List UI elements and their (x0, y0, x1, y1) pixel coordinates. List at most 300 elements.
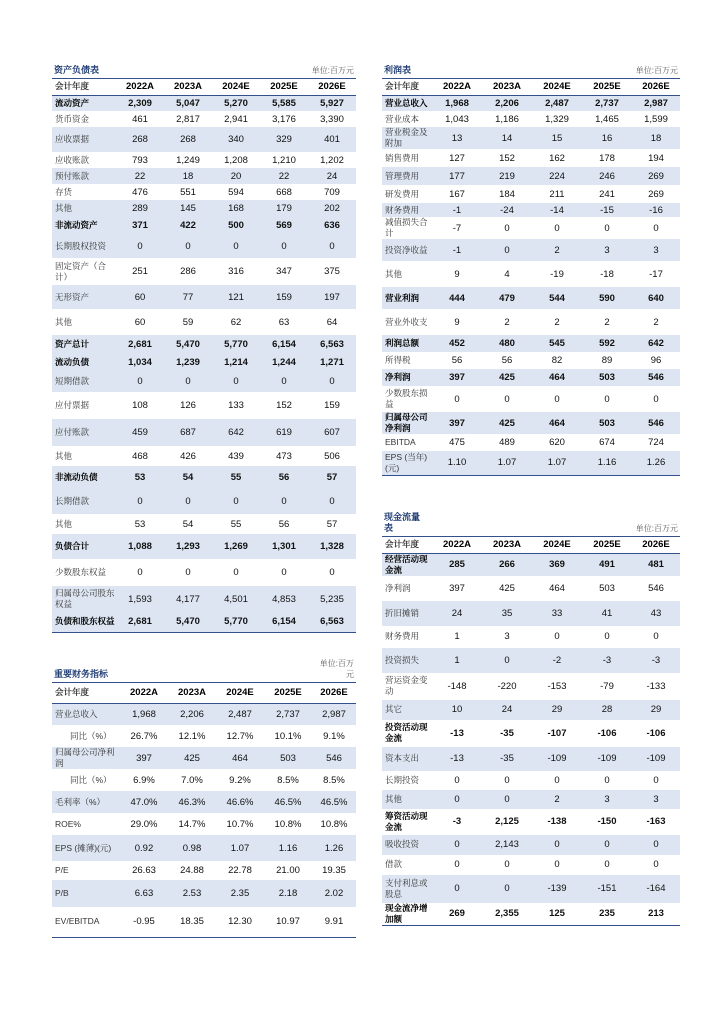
income-cell: 452 (432, 335, 482, 352)
cash-flow-table (382, 537, 680, 926)
cashflow-header-row (382, 537, 680, 553)
cashflow-cell: 0 (432, 875, 482, 903)
table-row (52, 371, 356, 392)
table-row (52, 168, 356, 184)
balance-sheet-panel (52, 62, 356, 633)
cashflow-row-label: 财务费用 (385, 631, 420, 641)
table-row (52, 747, 356, 769)
balance-cell: 0 (260, 489, 308, 514)
cashflow-cell: -35 (500, 727, 514, 739)
cashflow-row-label: 营运资金变动 (385, 675, 428, 696)
cashflow-row-label: 其它 (382, 700, 432, 720)
ratios-cell: 2.53 (168, 880, 216, 907)
balance-cell: 329 (260, 127, 308, 152)
ratios-cell: 26.63 (132, 865, 156, 876)
balance-cell: 0 (185, 567, 191, 578)
balance-cell: 569 (260, 216, 308, 234)
balance-row-label: 预付账款 (52, 168, 116, 184)
cashflow-cell: 2,125 (495, 816, 519, 827)
income-cell: 1,465 (595, 113, 619, 125)
table-row (382, 287, 680, 309)
cashflow-row-label: 资本支出 (382, 747, 432, 771)
cashflow-cell: -106 (597, 727, 617, 739)
cashflow-cell: -138 (547, 816, 567, 827)
cashflow-cell: 0 (482, 648, 532, 673)
cashflow-cell: -3 (582, 648, 632, 673)
cashflow-cell: 3 (582, 790, 632, 809)
ratios-cell: 6.9% (133, 774, 155, 786)
ratios-cell: 10.1% (274, 730, 302, 742)
balance-cell: 0 (308, 489, 356, 514)
income-cell: 1,968 (432, 95, 482, 111)
cashflow-cell: 464 (549, 582, 565, 594)
table-row (382, 149, 680, 167)
cashflow-cell: 0 (532, 835, 582, 855)
income-cell: 0 (653, 393, 659, 405)
ratios-header-year: 2026E (320, 687, 348, 699)
cashflow-cell: -150 (597, 816, 617, 827)
table-row (382, 747, 680, 771)
income-cell: 241 (599, 188, 615, 200)
income-cell: 13 (432, 127, 482, 149)
balance-cell: 0 (212, 371, 260, 392)
table-row (382, 903, 680, 926)
income-header-year: 2025E (593, 81, 621, 93)
income-cell: -1 (432, 239, 482, 261)
balance-cell: 22 (116, 168, 164, 184)
cashflow-header-year: 2022A (443, 539, 471, 551)
table-row (382, 434, 680, 451)
cashflow-cell: 481 (632, 553, 680, 576)
table-row (52, 127, 356, 152)
income-cell: 269 (648, 188, 664, 200)
cashflow-row-label: 投资活动现金流 (385, 722, 428, 743)
income-row-label: 归属母公司净利润 (382, 412, 432, 434)
table-row (382, 386, 680, 412)
balance-cell: 468 (132, 450, 148, 462)
balance-cell: 0 (212, 489, 260, 514)
balance-cell: 2,681 (116, 612, 164, 632)
ratios-cell: 46.5% (312, 791, 356, 813)
balance-cell: 3,176 (272, 113, 296, 125)
balance-cell: 53 (134, 518, 146, 530)
cashflow-cell: -151 (582, 875, 632, 903)
balance-cell: 439 (228, 450, 244, 462)
balance-cell: 476 (132, 186, 148, 198)
cashflow-cell: -153 (547, 680, 567, 692)
cashflow-row-label: 折旧摊销 (382, 601, 432, 626)
balance-cell: 1,269 (212, 534, 260, 559)
balance-cell: 1,088 (116, 534, 164, 559)
ratios-header-year: 2023A (178, 687, 206, 699)
balance-cell: 0 (233, 567, 239, 578)
income-cell: 0 (554, 393, 560, 405)
cashflow-cell: 0 (454, 859, 460, 870)
income-cell: -7 (452, 222, 462, 234)
ratios-cell: 46.6% (216, 791, 264, 813)
balance-cell: 62 (230, 316, 242, 328)
ratios-cell: 18.35 (180, 916, 204, 928)
income-header-row (382, 79, 680, 95)
ratios-cell: 2.18 (264, 880, 312, 907)
income-cell: 1.07 (482, 451, 532, 475)
income-cell: -18 (600, 268, 614, 280)
income-cell: 674 (599, 437, 615, 448)
balance-cell: 54 (182, 518, 194, 530)
balance-sheet-unit: 单位:百万元 (311, 66, 354, 75)
cashflow-cell: 0 (653, 774, 659, 786)
cashflow-cell: 1 (432, 648, 482, 673)
income-statement-title-bar (382, 62, 680, 79)
balance-header-year: 2026E (318, 81, 346, 93)
income-cell: 0 (504, 393, 510, 405)
cashflow-cell: 3 (504, 631, 510, 642)
income-header-year: 2026E (642, 81, 670, 93)
cashflow-cell: 10 (432, 700, 482, 720)
balance-cell: 500 (212, 216, 260, 234)
income-cell: -17 (649, 268, 663, 280)
income-row-label: 管理费用 (382, 167, 432, 185)
table-row (382, 875, 680, 903)
income-row-label: 所得税 (385, 355, 411, 365)
income-cell: 2 (554, 316, 560, 328)
balance-cell: 1,249 (176, 154, 200, 166)
income-row-label: 研发费用 (385, 188, 420, 199)
key-ratios-title-bar (52, 656, 356, 683)
cashflow-cell: 0 (432, 790, 482, 809)
balance-header-year: 2022A (126, 81, 154, 93)
cashflow-cell: 0 (482, 790, 532, 809)
ratios-cell: 0.98 (168, 835, 216, 861)
cash-flow-title-bar (382, 512, 680, 537)
balance-cell: 0 (116, 489, 164, 514)
ratios-cell: 1.07 (216, 835, 264, 861)
ratios-cell: 22.78 (228, 865, 252, 876)
cashflow-cell: 266 (482, 553, 532, 576)
cashflow-cell: 0 (604, 859, 610, 870)
cashflow-cell: 503 (599, 582, 615, 594)
income-cell: 2 (532, 239, 582, 261)
balance-cell: 126 (180, 400, 196, 411)
table-row (382, 700, 680, 720)
table-row (382, 352, 680, 369)
ratios-cell: -0.95 (133, 916, 155, 928)
balance-cell: 57 (326, 518, 338, 530)
ratios-cell: 464 (216, 747, 264, 769)
income-cell: 184 (499, 188, 515, 200)
balance-cell: 4,177 (164, 586, 212, 612)
income-cell: 2,206 (482, 95, 532, 111)
table-row (52, 285, 356, 309)
table-row (52, 559, 356, 586)
balance-cell: 636 (308, 216, 356, 234)
cashflow-cell: 2,143 (482, 835, 532, 855)
cashflow-cell: 0 (653, 859, 659, 870)
balance-cell: 159 (324, 400, 340, 411)
cashflow-cell: -148 (447, 680, 467, 692)
key-ratios-panel (52, 656, 356, 938)
income-row-label: 营业总收入 (382, 95, 432, 111)
ratios-header-year: 2025E (274, 687, 302, 699)
cashflow-cell: -109 (532, 747, 582, 771)
income-cell: 177 (432, 167, 482, 185)
cashflow-row-label: 净利润 (385, 582, 411, 593)
table-row (52, 446, 356, 466)
cashflow-row-label: 投资损失 (382, 648, 432, 673)
income-cell: 162 (549, 152, 565, 164)
cashflow-cell: 285 (432, 553, 482, 576)
balance-cell: 0 (308, 371, 356, 392)
ratios-row-label: EPS (摊薄)(元) (52, 835, 120, 861)
cashflow-cell: 2,355 (495, 908, 519, 920)
ratios-cell: 1.16 (264, 835, 312, 861)
balance-cell: 461 (132, 113, 148, 125)
table-row (52, 703, 356, 725)
ratios-cell: 8.5% (323, 774, 345, 786)
income-row-label: 利润总额 (382, 335, 432, 352)
cashflow-cell: 33 (532, 601, 582, 626)
ratios-cell: 24.88 (180, 865, 204, 876)
ratios-row-label: 归属母公司净利润 (52, 747, 120, 769)
cashflow-cell: 24 (432, 601, 482, 626)
ratios-cell: 0.92 (120, 835, 168, 861)
balance-cell: 1,208 (224, 154, 248, 166)
table-row (52, 769, 356, 791)
table-row (382, 261, 680, 287)
ratios-row-label: 毛利率（%） (52, 791, 120, 813)
balance-cell: 1,293 (164, 534, 212, 559)
ratios-header-row (52, 683, 356, 703)
balance-cell: 57 (308, 466, 356, 489)
income-cell: 444 (432, 287, 482, 309)
balance-row-label: 负债合计 (52, 534, 116, 559)
balance-cell: 0 (116, 234, 164, 258)
cashflow-cell: -109 (632, 747, 680, 771)
balance-cell: 251 (132, 266, 148, 277)
income-cell: 464 (532, 369, 582, 386)
ratios-row-label: EV/EBITDA (55, 916, 100, 927)
income-cell: 464 (532, 412, 582, 434)
table-row (382, 335, 680, 352)
ratios-cell: 19.35 (322, 865, 346, 876)
ratios-cell: 6.63 (120, 880, 168, 907)
income-cell: 1.26 (632, 451, 680, 475)
balance-cell: 5,235 (308, 586, 356, 612)
table-row (52, 216, 356, 234)
income-cell: 425 (482, 412, 532, 434)
ratios-cell: 503 (264, 747, 312, 769)
ratios-row-label: 同比（%） (70, 730, 112, 741)
income-cell: 1.10 (432, 451, 482, 475)
income-statement-unit: 单位:百万元 (635, 66, 678, 75)
balance-cell: 0 (281, 567, 287, 578)
income-row-label: 营业外收支 (385, 316, 428, 327)
balance-row-label: 存货 (55, 186, 73, 197)
ratios-cell: 7.0% (181, 774, 203, 786)
cashflow-cell: 0 (504, 859, 510, 870)
income-cell: 15 (532, 127, 582, 149)
income-cell: 546 (632, 412, 680, 434)
balance-cell: 642 (212, 419, 260, 446)
ratios-cell: 12.30 (228, 916, 252, 928)
balance-cell: 401 (308, 127, 356, 152)
balance-cell: 4,853 (260, 586, 308, 612)
balance-cell: 133 (228, 400, 244, 411)
table-row (382, 309, 680, 335)
cashflow-cell: -109 (582, 747, 632, 771)
income-row-label: 其他 (385, 268, 403, 279)
income-row-label: 营业税金及附加 (382, 127, 432, 149)
balance-cell: 1,244 (260, 353, 308, 371)
cashflow-cell: 0 (604, 631, 610, 642)
table-row (382, 673, 680, 700)
balance-cell: 286 (180, 266, 196, 277)
cashflow-cell: 29 (532, 700, 582, 720)
cashflow-cell: 235 (599, 908, 615, 920)
balance-cell: 0 (260, 371, 308, 392)
ratios-row-label: ROE% (55, 818, 81, 829)
cashflow-header-year: 2025E (593, 539, 621, 551)
ratios-cell: 1,968 (120, 703, 168, 725)
balance-cell: 18 (164, 168, 212, 184)
balance-cell: 422 (164, 216, 212, 234)
income-cell: -15 (582, 203, 632, 217)
balance-cell: 168 (212, 200, 260, 216)
income-cell: 503 (582, 369, 632, 386)
cashflow-cell: -139 (532, 875, 582, 903)
income-cell: 9 (454, 268, 460, 280)
ratios-cell: 1.26 (312, 835, 356, 861)
cashflow-cell: 0 (554, 774, 560, 786)
balance-row-label: 长期股权投资 (52, 234, 116, 258)
income-cell: 16 (582, 127, 632, 149)
cashflow-header-year: 2024E (543, 539, 571, 551)
ratios-cell: 10.7% (226, 818, 254, 830)
cashflow-cell: 29 (632, 700, 680, 720)
key-ratios-title: 重要财务指标 (54, 669, 109, 679)
income-cell: -16 (632, 203, 680, 217)
table-row (52, 309, 356, 335)
income-cell: 546 (632, 369, 680, 386)
balance-row-label: 固定资产（合计） (55, 260, 107, 282)
balance-cell: 1,271 (308, 353, 356, 371)
balance-header-year: 2023A (174, 81, 202, 93)
income-statement-table (382, 79, 680, 476)
income-cell: 0 (482, 239, 532, 261)
cashflow-cell: 0 (604, 774, 610, 786)
balance-cell: 56 (278, 518, 290, 530)
table-row (382, 626, 680, 648)
income-cell: 82 (551, 355, 563, 366)
table-row (382, 95, 680, 111)
balance-row-label: 少数股东权益 (55, 567, 107, 577)
income-cell: 479 (482, 287, 532, 309)
ratios-cell: 2,987 (312, 703, 356, 725)
balance-cell: 316 (228, 266, 244, 277)
balance-row-label: 流动资产 (52, 95, 116, 111)
income-cell: 2 (504, 316, 510, 328)
cashflow-cell: 35 (482, 601, 532, 626)
income-row-label: 营业利润 (382, 287, 432, 309)
ratios-cell: 29.0% (130, 818, 158, 830)
cashflow-cell: -79 (600, 680, 614, 692)
ratios-cell: 46.5% (264, 791, 312, 813)
table-row (52, 200, 356, 216)
table-row (382, 239, 680, 261)
income-cell: 14 (482, 127, 532, 149)
table-row (52, 152, 356, 168)
income-row-label: 减值损失合计 (385, 217, 428, 238)
balance-cell: 152 (276, 400, 292, 411)
ratios-row-label: 同比（%） (70, 774, 112, 785)
income-header-year: 2023A (493, 81, 521, 93)
ratios-cell: 425 (168, 747, 216, 769)
balance-row-label: 无形资产 (52, 285, 116, 309)
table-row (382, 127, 680, 149)
balance-cell: 0 (164, 371, 212, 392)
income-cell: 397 (432, 369, 482, 386)
income-cell: 167 (449, 188, 465, 200)
balance-cell: 1,301 (260, 534, 308, 559)
balance-cell: 0 (212, 234, 260, 258)
income-cell: 1.07 (532, 451, 582, 475)
balance-cell: 22 (260, 168, 308, 184)
balance-row-label: 应付票据 (55, 400, 90, 410)
cashflow-cell: 43 (632, 601, 680, 626)
balance-cell: 5,770 (212, 612, 260, 632)
cashflow-row-label: 筹资活动现金流 (385, 810, 428, 832)
balance-cell: 607 (308, 419, 356, 446)
income-cell: 18 (632, 127, 680, 149)
table-row (382, 576, 680, 601)
income-row-label: 少数股东损益 (385, 388, 428, 409)
cashflow-cell: 269 (449, 908, 465, 920)
balance-row-label: 归属母公司股东权益 (52, 586, 116, 612)
balance-cell: 77 (164, 285, 212, 309)
table-row (382, 369, 680, 386)
income-cell: 269 (632, 167, 680, 185)
income-cell: 1,329 (545, 113, 569, 125)
table-row (52, 861, 356, 880)
income-cell: 425 (482, 369, 532, 386)
balance-row-label: 应付账款 (52, 419, 116, 446)
table-row (52, 419, 356, 446)
balance-cell: 55 (230, 518, 242, 530)
cashflow-header-year: 2026E (642, 539, 670, 551)
balance-cell: 619 (260, 419, 308, 446)
table-row (52, 392, 356, 419)
balance-cell: 59 (182, 316, 194, 328)
income-cell: 246 (582, 167, 632, 185)
balance-cell: 268 (116, 127, 164, 152)
ratios-cell: 9.2% (229, 774, 251, 786)
balance-cell: 5,470 (164, 612, 212, 632)
table-row (52, 258, 356, 285)
table-row (382, 451, 680, 475)
balance-cell: 54 (164, 466, 212, 489)
ratios-cell: 2.02 (312, 880, 356, 907)
income-cell: 0 (604, 222, 610, 234)
cashflow-cell: 546 (648, 582, 664, 594)
cashflow-cell: -107 (547, 727, 567, 739)
income-row-label: 财务费用 (382, 203, 432, 217)
cashflow-cell: -220 (497, 680, 517, 692)
income-cell: 1,186 (495, 113, 519, 125)
cashflow-row-label: 长期投资 (385, 774, 420, 785)
table-row (52, 95, 356, 111)
balance-cell: 1,593 (116, 586, 164, 612)
income-cell: 1,043 (445, 113, 469, 125)
